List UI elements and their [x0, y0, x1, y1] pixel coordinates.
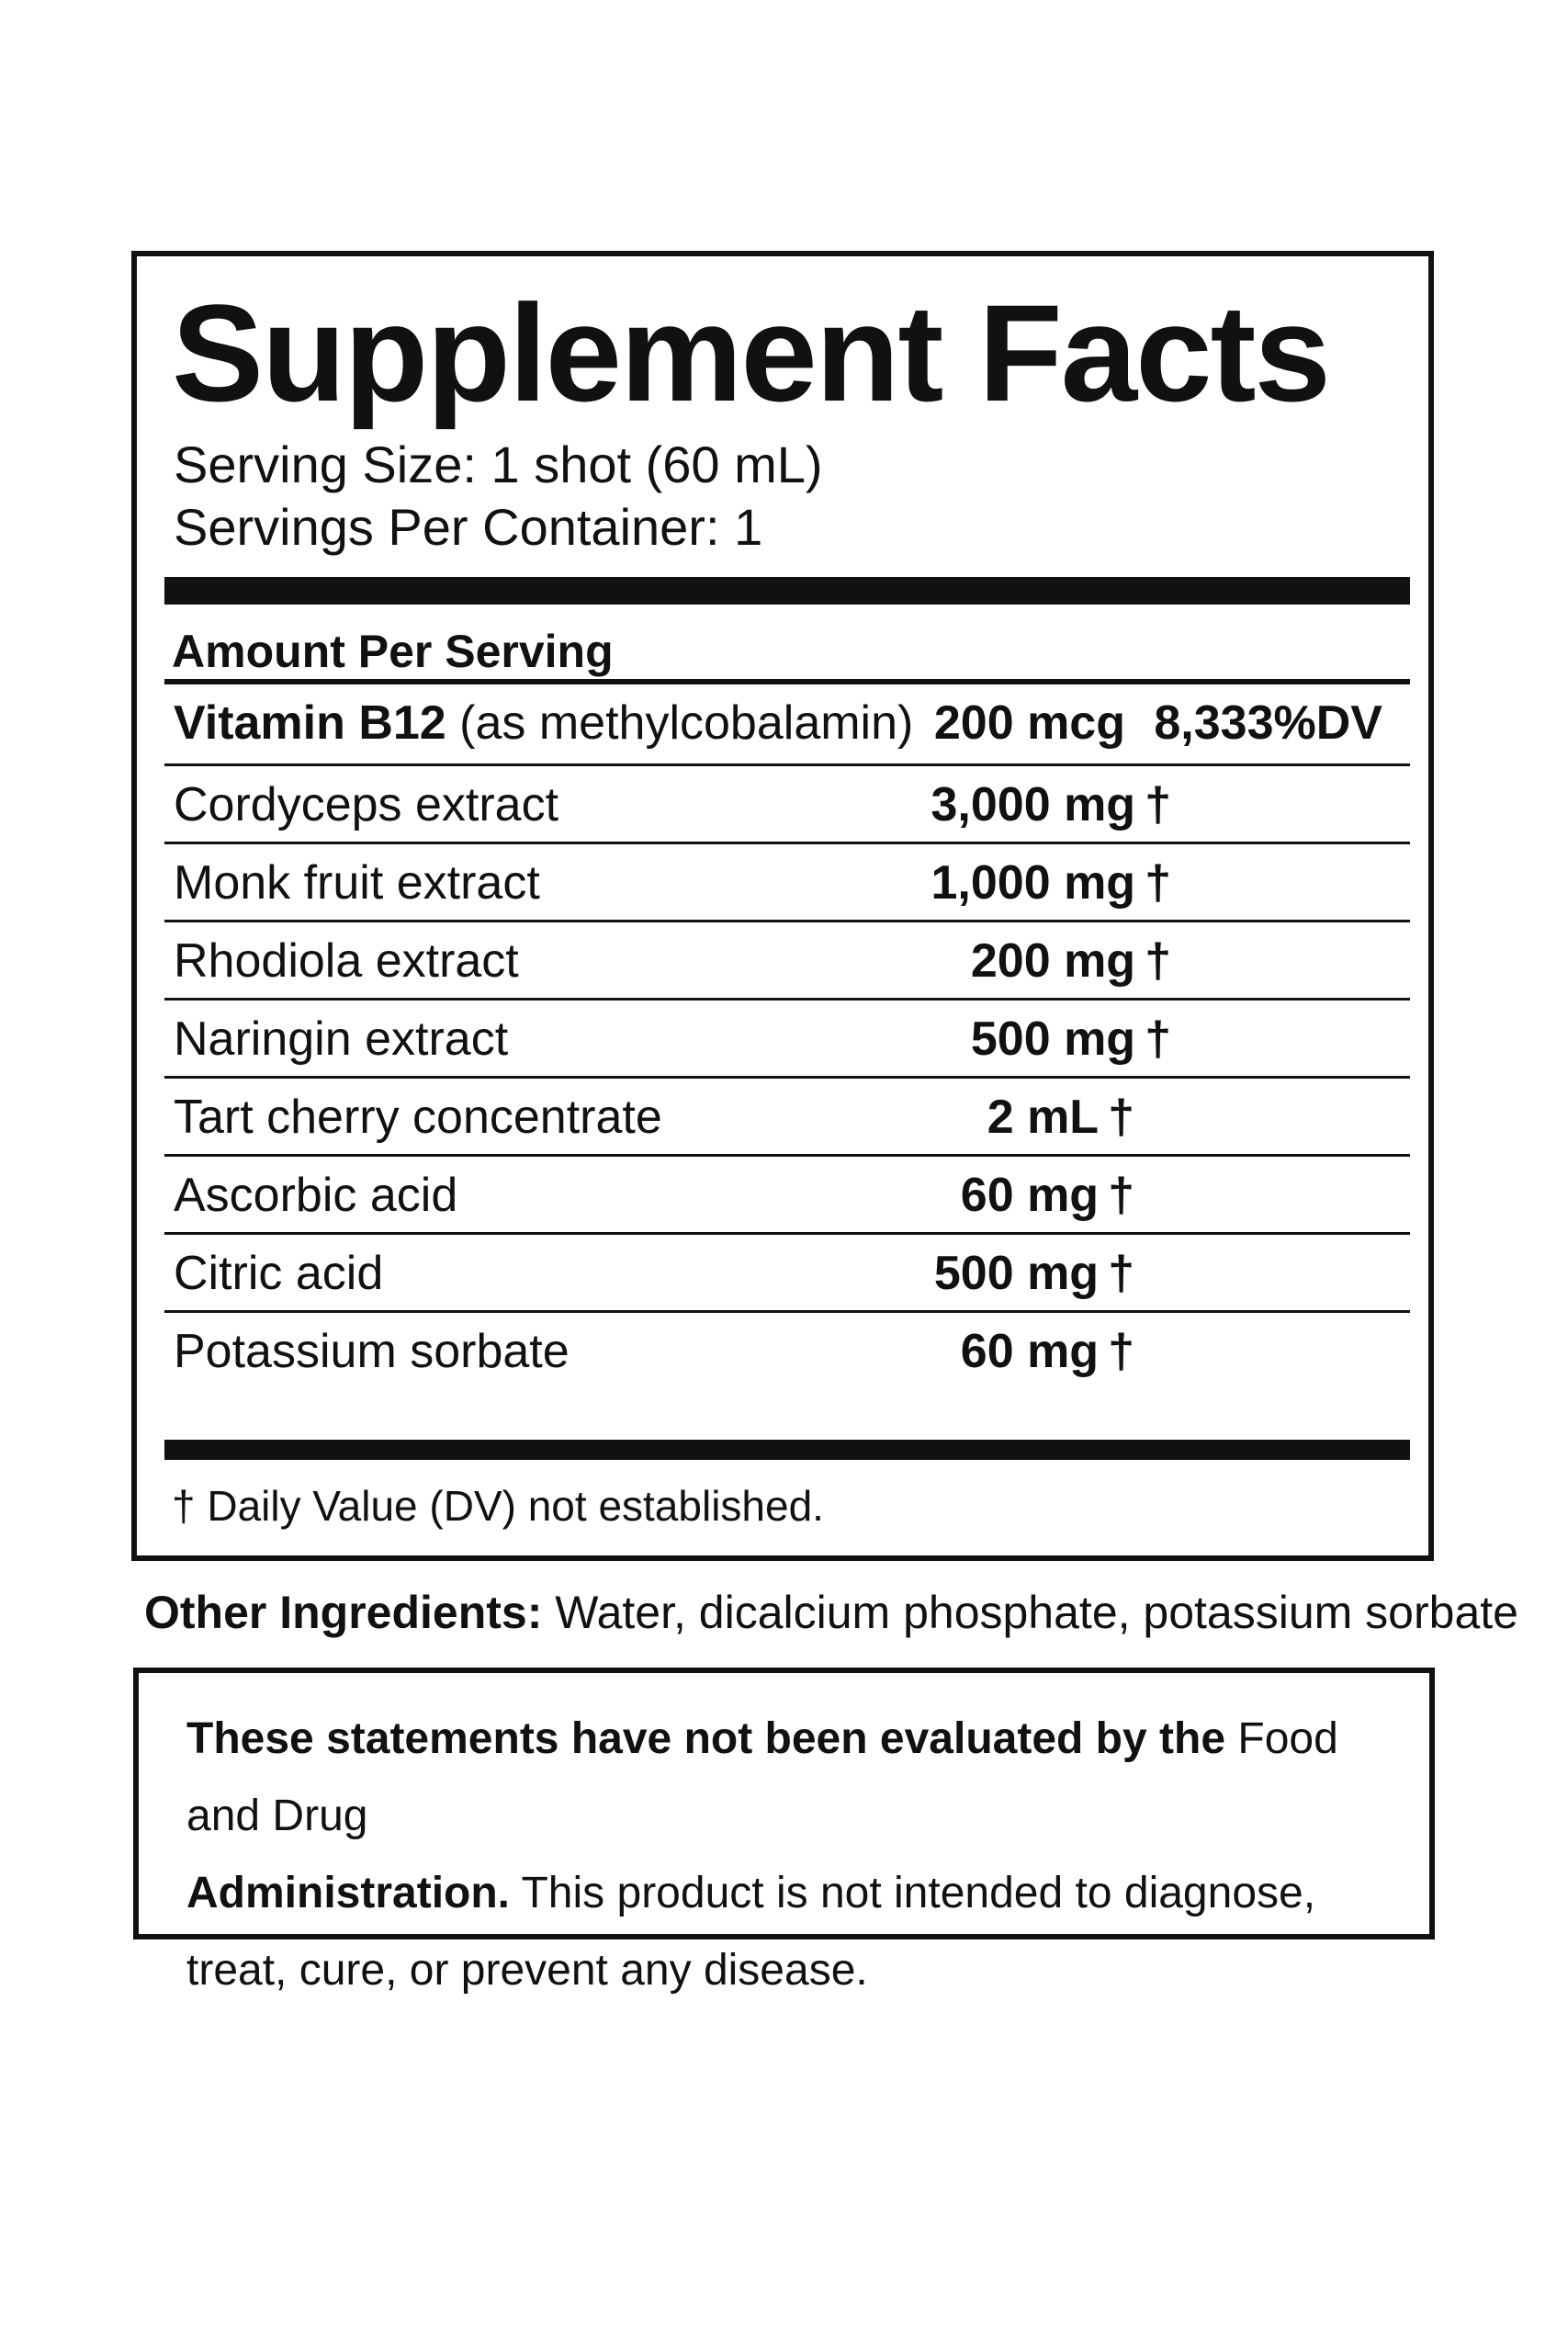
ingredient-amount [934, 1235, 1134, 1312]
fda-disclaimer-box [133, 1668, 1435, 1995]
ingredient-amount [931, 766, 1172, 843]
dagger-mark: † [1145, 778, 1171, 831]
ingredient-name-bold: Vitamin B12 [174, 696, 446, 750]
ingredient-amount [971, 922, 1171, 1000]
dagger-mark: † [1108, 1247, 1134, 1300]
ingredient-amount [961, 1313, 1134, 1390]
other-ingredients-label: Other Ingredients: [144, 1587, 543, 1638]
ingredient-row-vitamin-b12 [164, 684, 1410, 766]
dagger-mark: † [1145, 1012, 1171, 1066]
ingredient-row [164, 1157, 1410, 1235]
dagger-mark: † [1108, 1169, 1134, 1222]
supplement-facts-panel [131, 251, 1434, 1561]
amount-value: 1,000 mg [931, 856, 1136, 910]
amount-per-serving-heading: Amount Per Serving [172, 626, 614, 677]
ingredient-name: Naringin extract [174, 1012, 509, 1066]
dagger-mark: † [1145, 934, 1171, 988]
ingredient-row [164, 1079, 1410, 1157]
ingredient-name: Tart cherry concentrate [174, 1091, 662, 1144]
ingredient-name: Monk fruit extract [174, 856, 540, 910]
fda-disclaimer-text [186, 1701, 1390, 2009]
amount-value: 500 mg [970, 1012, 1136, 1066]
dagger-mark: † [1145, 856, 1171, 910]
amount-value: 500 mg [933, 1247, 1100, 1300]
ingredient-amount [961, 1157, 1134, 1234]
dv-footnote: † Daily Value (DV) not established. [172, 1482, 824, 1530]
serving-size: Serving Size: 1 shot (60 mL) [174, 435, 823, 493]
disclaimer-bold-2: Administration. [186, 1869, 511, 1917]
ingredient-name: Potassium sorbate [174, 1325, 570, 1378]
ingredient-name: Cordyceps extract [174, 778, 559, 831]
ingredient-row [164, 1313, 1410, 1394]
ingredient-daily-value: 8,333%DV [1154, 696, 1382, 750]
thick-divider-top [164, 577, 1410, 605]
dagger-mark: † [1108, 1091, 1134, 1144]
ingredient-row [164, 922, 1410, 1001]
ingredient-amount [971, 1001, 1171, 1078]
disclaimer-text-2: This product is not intended to diagnose, treat, cure, or prevent any disease. [186, 1869, 1316, 1995]
ingredient-amount: 200 mcg [933, 696, 1125, 750]
ingredient-name-detail: (as methylcobalamin) [446, 696, 914, 750]
amount-value: 60 mg [960, 1169, 1100, 1222]
ingredient-name: Rhodiola extract [174, 934, 519, 988]
amount-value: 60 mg [960, 1325, 1100, 1378]
amount-value: 200 mg [970, 934, 1136, 988]
ingredient-row [164, 1001, 1410, 1079]
ingredient-row [164, 766, 1410, 844]
ingredient-name: Citric acid [174, 1247, 384, 1300]
dagger-mark: † [1108, 1325, 1134, 1378]
amount-value: 3,000 mg [931, 778, 1136, 831]
thick-divider-bottom [164, 1440, 1410, 1460]
ingredient-amount [931, 844, 1172, 922]
panel-title: Supplement Facts [172, 276, 1329, 430]
ingredients-table [164, 684, 1410, 1394]
other-ingredients [144, 1580, 1518, 1645]
ingredient-name: Ascorbic acid [174, 1169, 458, 1222]
ingredient-row [164, 844, 1410, 922]
disclaimer-bold-1: These statements have not been evaluated by the [186, 1714, 1226, 1763]
ingredient-amount [987, 1079, 1134, 1156]
ingredient-name [174, 684, 913, 762]
servings-per-container: Servings Per Container: 1 [174, 498, 763, 556]
ingredient-row [164, 1235, 1410, 1313]
amount-value: 2 mL [987, 1091, 1100, 1144]
other-ingredients-text: Water, dicalcium phosphate, potassium sorbate [542, 1587, 1518, 1638]
disclaimer-text-1: Food and Drug [186, 1714, 1338, 1840]
